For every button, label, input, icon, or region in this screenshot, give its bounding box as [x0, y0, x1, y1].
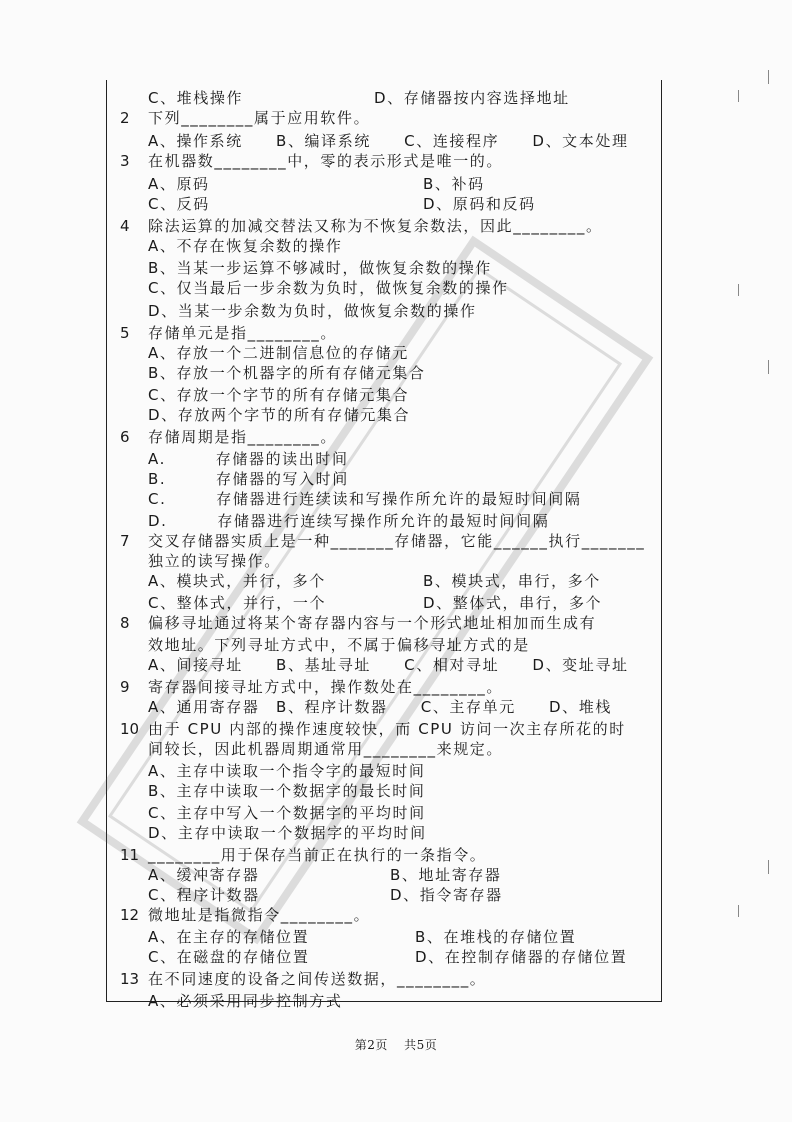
- question-stem: 交叉存储器实质上是一种_______存储器，它能______执行_______: [148, 532, 646, 550]
- answer-option: A、缓冲寄存器: [148, 866, 260, 884]
- answer-option: A、模块式，并行，多个: [148, 572, 326, 590]
- answer-option: C、整体式，并行，一个: [148, 594, 327, 612]
- answer-option: A、通用寄存器 B、程序计数器 C、主存单元 D、堆栈: [148, 698, 612, 716]
- answer-option: B、地址寄存器: [390, 866, 502, 884]
- question-number: 5: [120, 324, 130, 342]
- answer-option: A、主存中读取一个指令字的最短时间: [148, 762, 426, 780]
- answer-option: D、在控制存储器的存储位置: [415, 948, 628, 966]
- answer-option: C、在磁盘的存储位置: [148, 948, 310, 966]
- answer-option: 独立的读写操作。: [148, 552, 281, 570]
- answer-option: C、堆栈操作: [148, 89, 244, 107]
- question-number: 7: [120, 532, 130, 550]
- question-stem: 除法运算的加减交替法又称为不恢复余数法，因此________。: [148, 217, 603, 235]
- answer-option: D. 存储器进行连续写操作所允许的最短时间间隔: [148, 512, 550, 530]
- answer-option: B、存放一个机器字的所有存储元集合: [148, 364, 426, 382]
- question-number: 2: [120, 109, 130, 127]
- question-number: 6: [120, 428, 130, 446]
- page-number: 第2页: [354, 1038, 388, 1052]
- scan-edge-mark: [738, 284, 739, 296]
- answer-option: B、当某一步运算不够减时，做恢复余数的操作: [148, 259, 492, 277]
- answer-option: D、当某一步余数为负时，做恢复余数的操作: [148, 302, 477, 320]
- scan-edge-mark: [768, 860, 769, 874]
- answer-option: A、存放一个二进制信息位的存储元: [148, 344, 409, 362]
- answer-option: A、原码: [148, 175, 210, 193]
- scan-edge-mark: [768, 70, 769, 84]
- question-stem: 偏移寻址通过将某个寄存器内容与一个形式地址相加而生成有: [148, 614, 597, 632]
- answer-option: A、在主存的存储位置: [148, 928, 310, 946]
- question-number: 3: [120, 152, 130, 170]
- question-stem: 在机器数________中，零的表示形式是唯一的。: [148, 152, 504, 170]
- answer-option: B、补码: [423, 175, 485, 193]
- answer-option: D、指令寄存器: [390, 886, 503, 904]
- answer-option: 间较长，因此机器周期通常用________来规定。: [148, 740, 504, 758]
- question-stem: 寄存器间接寻址方式中，操作数处在________。: [148, 678, 504, 696]
- answer-option: A、间接寻址 B、基址寻址 C、相对寻址 D、变址寻址: [148, 656, 629, 674]
- scan-edge-mark: [738, 905, 739, 917]
- question-number: 12: [120, 906, 140, 924]
- question-stem: 微地址是指微指令________。: [148, 906, 371, 924]
- question-stem: ________用于保存当前正在执行的一条指令。: [148, 846, 487, 864]
- answer-option: B、主存中读取一个数据字的最长时间: [148, 782, 426, 800]
- answer-option: C. 存储器进行连续读和写操作所允许的最短时间间隔: [148, 490, 582, 508]
- answer-option: A. 存储器的读出时间: [148, 450, 349, 468]
- answer-option: D、存储器按内容选择地址: [374, 89, 570, 107]
- question-number: 8: [120, 614, 130, 632]
- question-stem: 在不同速度的设备之间传送数据，________。: [148, 970, 487, 988]
- page-footer: [0, 1036, 792, 1053]
- question-stem: 存储单元是指________。: [148, 324, 338, 342]
- scan-edge-mark: [768, 360, 769, 374]
- answer-option: A、必须采用同步控制方式: [148, 992, 343, 1010]
- question-number: 10: [120, 720, 140, 738]
- answer-option: 效地址。下列寻址方式中，不属于偏移寻址方式的是: [148, 636, 530, 654]
- question-stem: 由于 CPU 内部的操作速度较快，而 CPU 访问一次主存所花的时: [148, 720, 626, 738]
- answer-option: D、存放两个字节的所有存储元集合: [148, 406, 411, 424]
- answer-option: A、不存在恢复余数的操作: [148, 237, 343, 255]
- answer-option: D、主存中读取一个数据字的平均时间: [148, 824, 427, 842]
- answer-option: B、模块式，串行，多个: [423, 572, 601, 590]
- question-number: 13: [120, 970, 140, 988]
- answer-option: C、仅当最后一步余数为负时，做恢复余数的操作: [148, 279, 509, 297]
- answer-option: C、主存中写入一个数据字的平均时间: [148, 804, 426, 822]
- question-number: 4: [120, 217, 130, 235]
- page-total: 共5页: [404, 1038, 438, 1052]
- answer-option: A、操作系统 B、编译系统 C、连接程序 D、文本处理: [148, 132, 629, 150]
- answer-option: B、在堆栈的存储位置: [415, 928, 577, 946]
- answer-option: C、反码: [148, 195, 210, 213]
- question-stem: 存储周期是指________。: [148, 428, 338, 446]
- answer-option: C、存放一个字节的所有存储元集合: [148, 386, 410, 404]
- question-number: 11: [120, 846, 140, 864]
- answer-option: B. 存储器的写入时间: [148, 470, 349, 488]
- answer-option: D、原码和反码: [423, 195, 536, 213]
- question-stem: 下列________属于应用软件。: [148, 109, 371, 127]
- answer-option: C、程序计数器: [148, 886, 260, 904]
- answer-option: D、整体式，串行，多个: [423, 594, 603, 612]
- scan-edge-mark: [738, 90, 739, 102]
- question-number: 9: [120, 678, 130, 696]
